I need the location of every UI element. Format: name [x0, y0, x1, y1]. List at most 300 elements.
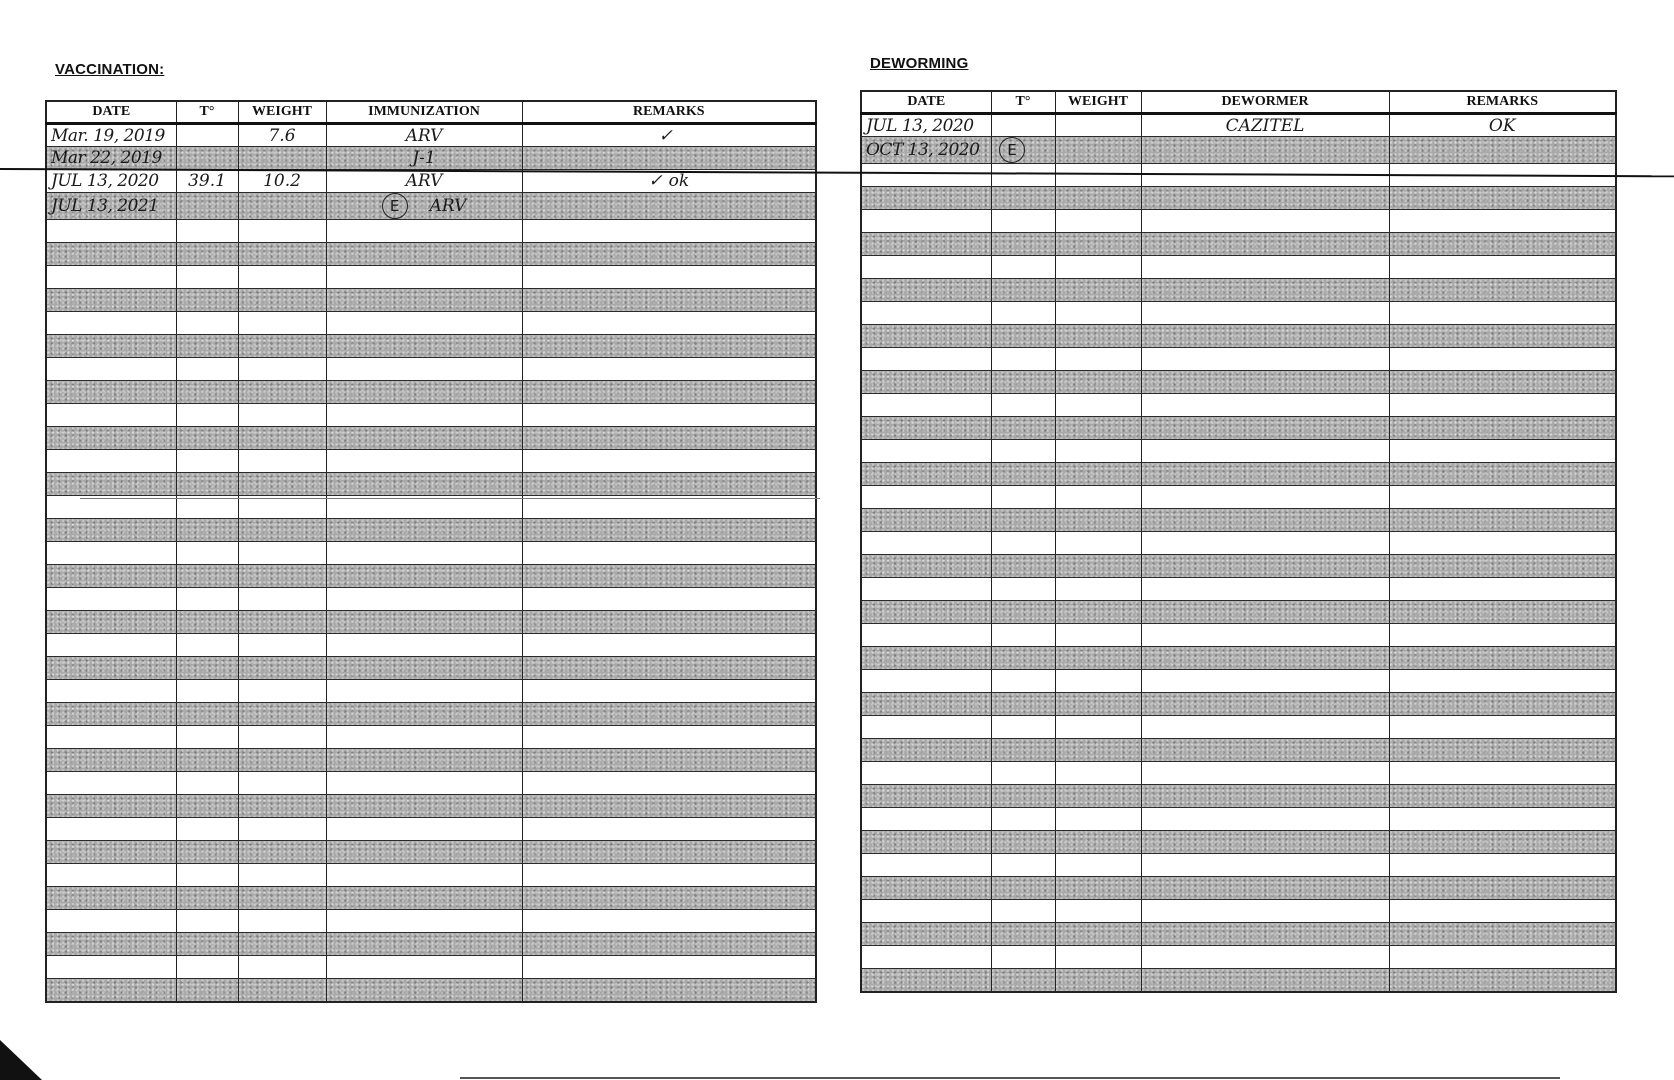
- deworming-cell-date: [861, 670, 991, 693]
- vaccination-row: [46, 519, 816, 542]
- deworming-title: DEWORMING: [870, 55, 969, 72]
- vaccination-cell-date: [46, 680, 176, 703]
- deworming-row: [861, 739, 1616, 762]
- vaccination-cell-temp: [176, 864, 238, 887]
- deworming-cell-dewormer: [1141, 233, 1389, 256]
- vaccination-cell-temp: [176, 170, 238, 193]
- deworming-cell-remarks: [1389, 785, 1616, 808]
- vaccination-cell-date: [46, 956, 176, 979]
- vaccination-cell-remarks: [522, 450, 816, 473]
- deworming-cell-date: [861, 877, 991, 900]
- deworming-cell-weight: [1055, 670, 1141, 693]
- deworming-cell-remarks: [1389, 325, 1616, 348]
- vaccination-cell-temp: [176, 193, 238, 220]
- deworming-body: [861, 114, 1616, 992]
- deworming-cell-dewormer: [1141, 114, 1389, 137]
- vaccination-cell-date: [46, 611, 176, 634]
- vaccination-cell-date: [46, 933, 176, 956]
- deworming-cell-weight: [1055, 923, 1141, 946]
- deworming-cell-temp: [991, 716, 1055, 739]
- deworming-cell-remarks: [1389, 555, 1616, 578]
- vaccination-cell-weight: [238, 404, 326, 427]
- vaccination-cell-remarks: [522, 956, 816, 979]
- vaccination-cell-date: [46, 818, 176, 841]
- deworming-row: [861, 808, 1616, 831]
- vaccination-row: [46, 933, 816, 956]
- deworming-cell-weight: [1055, 486, 1141, 509]
- vaccination-cell-immunization: [326, 404, 522, 427]
- deworming-cell-temp: [991, 647, 1055, 670]
- deworming-cell-remarks: [1389, 509, 1616, 532]
- vaccination-cell-date: [46, 266, 176, 289]
- vaccination-row: [46, 565, 816, 588]
- deworming-cell-weight: [1055, 463, 1141, 486]
- deworming-cell-date: [861, 417, 991, 440]
- vaccination-row: [46, 404, 816, 427]
- deworming-cell-temp: [991, 210, 1055, 233]
- deworming-cell-dewormer: [1141, 877, 1389, 900]
- vaccination-cell-weight: [238, 680, 326, 703]
- deworming-cell-dewormer: [1141, 693, 1389, 716]
- vaccination-cell-immunization: [326, 611, 522, 634]
- vaccination-cell-remarks: [522, 289, 816, 312]
- deworming-date-value: OCT 13, 2020: [866, 140, 980, 160]
- deworming-cell-date: [861, 693, 991, 716]
- deworming-cell-date: [861, 210, 991, 233]
- deworming-header-date: DATE: [861, 91, 991, 114]
- deworming-cell-remarks: [1389, 114, 1616, 137]
- vaccination-row: [46, 358, 816, 381]
- deworming-cell-weight: [1055, 762, 1141, 785]
- deworming-cell-weight: [1055, 233, 1141, 256]
- vaccination-cell-immunization: [326, 841, 522, 864]
- vaccination-cell-date: [46, 473, 176, 496]
- vaccination-cell-temp: [176, 519, 238, 542]
- deworming-cell-date: [861, 969, 991, 992]
- vaccination-immunization-value: ARV: [405, 171, 443, 191]
- deworming-cell-dewormer: [1141, 256, 1389, 279]
- deworming-cell-weight: [1055, 371, 1141, 394]
- vaccination-cell-immunization: [326, 266, 522, 289]
- vaccination-row: [46, 956, 816, 979]
- deworming-cell-date: [861, 509, 991, 532]
- deworming-cell-remarks: [1389, 532, 1616, 555]
- vaccination-cell-weight: [238, 289, 326, 312]
- deworming-cell-dewormer: [1141, 900, 1389, 923]
- deworming-cell-dewormer: [1141, 394, 1389, 417]
- deworming-cell-date: [861, 578, 991, 601]
- vaccination-cell-remarks: [522, 634, 816, 657]
- vaccination-cell-remarks: [522, 818, 816, 841]
- deworming-cell-weight: [1055, 210, 1141, 233]
- vaccination-row: [46, 542, 816, 565]
- vaccination-cell-temp: [176, 542, 238, 565]
- deworming-cell-date: [861, 114, 991, 137]
- vaccination-row: [46, 289, 816, 312]
- deworming-cell-temp: [991, 417, 1055, 440]
- deworming-cell-weight: [1055, 854, 1141, 877]
- vaccination-cell-date: [46, 193, 176, 220]
- vaccination-cell-immunization: [326, 887, 522, 910]
- vaccination-cell-date: [46, 124, 176, 147]
- vaccination-row: [46, 726, 816, 749]
- deworming-cell-remarks: [1389, 348, 1616, 371]
- deworming-row: [861, 578, 1616, 601]
- vaccination-row: [46, 588, 816, 611]
- vaccination-cell-immunization: [326, 588, 522, 611]
- vaccination-cell-remarks: [522, 611, 816, 634]
- vaccination-cell-remarks: [522, 381, 816, 404]
- vaccination-cell-weight: [238, 243, 326, 266]
- vaccination-table: [45, 100, 817, 1003]
- vaccination-cell-date: [46, 910, 176, 933]
- deworming-cell-remarks: [1389, 762, 1616, 785]
- deworming-cell-remarks: [1389, 137, 1616, 164]
- deworming-cell-weight: [1055, 831, 1141, 854]
- vaccination-cell-temp: [176, 312, 238, 335]
- deworming-cell-weight: [1055, 877, 1141, 900]
- deworming-cell-weight: [1055, 808, 1141, 831]
- vaccination-cell-temp: [176, 611, 238, 634]
- deworming-cell-date: [861, 785, 991, 808]
- vaccination-row: [46, 427, 816, 450]
- vaccination-cell-weight: [238, 312, 326, 335]
- vaccination-cell-temp: [176, 841, 238, 864]
- vaccination-cell-temp: [176, 910, 238, 933]
- vaccination-row: [46, 841, 816, 864]
- deworming-cell-weight: [1055, 114, 1141, 137]
- deworming-cell-date: [861, 371, 991, 394]
- vaccination-cell-immunization: [326, 473, 522, 496]
- deworming-cell-date: [861, 808, 991, 831]
- deworming-cell-remarks: [1389, 877, 1616, 900]
- deworming-cell-dewormer: [1141, 532, 1389, 555]
- vaccination-cell-weight: [238, 979, 326, 1002]
- deworming-cell-weight: [1055, 348, 1141, 371]
- vaccination-cell-date: [46, 170, 176, 193]
- vaccination-cell-remarks: [522, 124, 816, 147]
- deworming-cell-remarks: [1389, 946, 1616, 969]
- vaccination-cell-temp: [176, 726, 238, 749]
- vaccination-cell-date: [46, 657, 176, 680]
- vaccination-cell-weight: [238, 473, 326, 496]
- deworming-cell-dewormer: [1141, 210, 1389, 233]
- deworming-cell-temp: [991, 555, 1055, 578]
- vaccination-cell-remarks: [522, 358, 816, 381]
- deworming-cell-remarks: [1389, 739, 1616, 762]
- deworming-cell-weight: [1055, 509, 1141, 532]
- vaccination-cell-remarks: [522, 795, 816, 818]
- deworming-cell-weight: [1055, 647, 1141, 670]
- deworming-cell-temp: [991, 946, 1055, 969]
- vaccination-cell-temp: [176, 818, 238, 841]
- vaccination-immunization-value: ARV: [405, 125, 443, 146]
- deworming-row: [861, 233, 1616, 256]
- vaccination-row: [46, 979, 816, 1002]
- deworming-row: [861, 256, 1616, 279]
- deworming-cell-remarks: [1389, 486, 1616, 509]
- vaccination-cell-temp: [176, 979, 238, 1002]
- vaccination-cell-date: [46, 703, 176, 726]
- deworming-cell-dewormer: [1141, 739, 1389, 762]
- deworming-cell-temp: [991, 785, 1055, 808]
- vaccination-cell-temp: [176, 588, 238, 611]
- deworming-cell-date: [861, 302, 991, 325]
- vaccination-cell-temp: [176, 749, 238, 772]
- deworming-row: [861, 647, 1616, 670]
- vaccination-row: [46, 703, 816, 726]
- deworming-row: [861, 693, 1616, 716]
- check-mark-icon: ✓: [658, 125, 673, 146]
- vaccination-cell-date: [46, 243, 176, 266]
- deworming-row: [861, 371, 1616, 394]
- vaccination-cell-temp: [176, 956, 238, 979]
- deworming-cell-weight: [1055, 578, 1141, 601]
- vaccination-immunization-value: ARV: [429, 196, 467, 216]
- vaccination-cell-remarks: [522, 473, 816, 496]
- vaccination-cell-temp: [176, 358, 238, 381]
- deworming-cell-date: [861, 831, 991, 854]
- deworming-row: [861, 854, 1616, 877]
- vaccination-cell-date: [46, 979, 176, 1002]
- deworming-cell-date: [861, 279, 991, 302]
- vaccination-cell-temp: [176, 381, 238, 404]
- deworming-cell-dewormer: [1141, 371, 1389, 394]
- deworming-header-remarks: REMARKS: [1389, 91, 1616, 114]
- deworming-cell-date: [861, 854, 991, 877]
- vaccination-row: [46, 611, 816, 634]
- page-bottom-edge: [460, 1077, 1560, 1079]
- vaccination-cell-weight: [238, 124, 326, 147]
- vaccination-row: [46, 749, 816, 772]
- vaccination-row: [46, 124, 816, 147]
- vaccination-cell-immunization: [326, 220, 522, 243]
- deworming-row: [861, 946, 1616, 969]
- vaccination-row: [46, 657, 816, 680]
- deworming-cell-dewormer: [1141, 348, 1389, 371]
- deworming-row: [861, 555, 1616, 578]
- vaccination-cell-remarks: [522, 772, 816, 795]
- vaccination-cell-date: [46, 427, 176, 450]
- deworming-remarks-value: OK: [1488, 115, 1516, 136]
- deworming-cell-dewormer: [1141, 325, 1389, 348]
- deworming-row: [861, 187, 1616, 210]
- vaccination-row: [46, 193, 816, 220]
- deworming-header-dewormer: DEWORMER: [1141, 91, 1389, 114]
- deworming-circled-mark: E: [999, 137, 1025, 163]
- vaccination-row: [46, 634, 816, 657]
- deworming-cell-weight: [1055, 164, 1141, 187]
- deworming-cell-remarks: [1389, 601, 1616, 624]
- vaccination-cell-date: [46, 588, 176, 611]
- vaccination-cell-immunization: [326, 335, 522, 358]
- deworming-row: [861, 114, 1616, 137]
- vaccination-cell-temp: [176, 450, 238, 473]
- vaccination-cell-temp: [176, 772, 238, 795]
- vaccination-cell-weight: [238, 611, 326, 634]
- deworming-cell-weight: [1055, 440, 1141, 463]
- deworming-cell-temp: [991, 302, 1055, 325]
- deworming-cell-temp: [991, 233, 1055, 256]
- vaccination-date-value: Mar. 19, 2019: [51, 125, 165, 146]
- vaccination-cell-remarks: [522, 404, 816, 427]
- deworming-cell-dewormer: [1141, 716, 1389, 739]
- deworming-cell-dewormer: [1141, 923, 1389, 946]
- deworming-cell-date: [861, 624, 991, 647]
- deworming-cell-date: [861, 601, 991, 624]
- vaccination-cell-remarks: [522, 243, 816, 266]
- vaccination-cell-date: [46, 335, 176, 358]
- deworming-cell-temp: [991, 114, 1055, 137]
- vaccination-cell-weight: [238, 565, 326, 588]
- deworming-cell-temp: [991, 279, 1055, 302]
- deworming-cell-remarks: [1389, 578, 1616, 601]
- deworming-cell-temp: [991, 164, 1055, 187]
- vaccination-cell-remarks: [522, 933, 816, 956]
- deworming-cell-weight: [1055, 624, 1141, 647]
- vaccination-cell-temp: [176, 933, 238, 956]
- deworming-cell-remarks: [1389, 302, 1616, 325]
- deworming-cell-dewormer: [1141, 578, 1389, 601]
- vaccination-body: [46, 124, 816, 1002]
- vaccination-cell-date: [46, 312, 176, 335]
- vaccination-cell-remarks: [522, 910, 816, 933]
- vaccination-cell-temp: [176, 243, 238, 266]
- deworming-cell-temp: [991, 969, 1055, 992]
- vaccination-date-value: Mar 22, 2019: [51, 148, 162, 168]
- vaccination-cell-immunization: [326, 749, 522, 772]
- vaccination-cell-date: [46, 772, 176, 795]
- vaccination-cell-remarks: [522, 979, 816, 1002]
- vaccination-cell-weight: [238, 588, 326, 611]
- vaccination-cell-weight: [238, 542, 326, 565]
- deworming-row: [861, 624, 1616, 647]
- vaccination-cell-weight: [238, 193, 326, 220]
- deworming-cell-remarks: [1389, 716, 1616, 739]
- vaccination-cell-temp: [176, 289, 238, 312]
- deworming-cell-remarks: [1389, 693, 1616, 716]
- deworming-header-temp: T°: [991, 91, 1055, 114]
- deworming-cell-date: [861, 256, 991, 279]
- vaccination-cell-remarks: [522, 266, 816, 289]
- vaccination-cell-date: [46, 289, 176, 312]
- deworming-table: [860, 90, 1617, 993]
- deworming-cell-temp: [991, 371, 1055, 394]
- vaccination-temp-value: 39.1: [188, 171, 226, 191]
- deworming-cell-date: [861, 647, 991, 670]
- vaccination-cell-date: [46, 450, 176, 473]
- vaccination-cell-immunization: [326, 634, 522, 657]
- vaccination-weight-value: 10.2: [263, 171, 301, 191]
- vaccination-cell-immunization: [326, 243, 522, 266]
- deworming-cell-date: [861, 900, 991, 923]
- deworming-row: [861, 486, 1616, 509]
- vaccination-cell-remarks: [522, 220, 816, 243]
- deworming-cell-dewormer: [1141, 555, 1389, 578]
- vaccination-cell-immunization: [326, 979, 522, 1002]
- vaccination-header-date: DATE: [46, 101, 176, 124]
- vaccination-date-value: JUL 13, 2020: [51, 171, 159, 191]
- vaccination-cell-weight: [238, 887, 326, 910]
- vaccination-cell-remarks: [522, 841, 816, 864]
- vaccination-cell-temp: [176, 404, 238, 427]
- vaccination-date-value: JUL 13, 2021: [51, 196, 159, 216]
- deworming-cell-weight: [1055, 601, 1141, 624]
- deworming-row: [861, 348, 1616, 371]
- deworming-date-value: JUL 13, 2020: [866, 115, 974, 136]
- deworming-cell-weight: [1055, 716, 1141, 739]
- vaccination-cell-remarks: [522, 657, 816, 680]
- vaccination-cell-date: [46, 147, 176, 170]
- vaccination-cell-weight: [238, 657, 326, 680]
- vaccination-cell-immunization: [326, 147, 522, 170]
- deworming-cell-temp: [991, 854, 1055, 877]
- deworming-cell-temp: [991, 693, 1055, 716]
- deworming-cell-dewormer: [1141, 463, 1389, 486]
- deworming-cell-temp: [991, 486, 1055, 509]
- vaccination-cell-immunization: [326, 170, 522, 193]
- deworming-cell-temp: [991, 670, 1055, 693]
- deworming-cell-date: [861, 394, 991, 417]
- vaccination-weight-value: 7.6: [268, 125, 296, 146]
- vaccination-cell-remarks: [522, 680, 816, 703]
- vaccination-cell-immunization: [326, 519, 522, 542]
- vaccination-cell-weight: [238, 381, 326, 404]
- deworming-cell-temp: [991, 877, 1055, 900]
- deworming-cell-dewormer: [1141, 601, 1389, 624]
- deworming-cell-temp: [991, 348, 1055, 371]
- deworming-cell-remarks: [1389, 440, 1616, 463]
- vaccination-cell-immunization: [326, 795, 522, 818]
- deworming-cell-date: [861, 233, 991, 256]
- deworming-row: [861, 877, 1616, 900]
- vaccination-cell-remarks: [522, 703, 816, 726]
- deworming-cell-remarks: [1389, 854, 1616, 877]
- deworming-cell-dewormer: [1141, 137, 1389, 164]
- deworming-cell-remarks: [1389, 808, 1616, 831]
- vaccination-cell-immunization: [326, 956, 522, 979]
- deworming-cell-dewormer: [1141, 831, 1389, 854]
- deworming-cell-date: [861, 923, 991, 946]
- deworming-row: [861, 325, 1616, 348]
- deworming-cell-temp: [991, 325, 1055, 348]
- deworming-cell-remarks: [1389, 900, 1616, 923]
- deworming-cell-dewormer: [1141, 417, 1389, 440]
- deworming-cell-temp: [991, 808, 1055, 831]
- deworming-cell-weight: [1055, 946, 1141, 969]
- deworming-row: [861, 463, 1616, 486]
- deworming-header-weight: WEIGHT: [1055, 91, 1141, 114]
- deworming-row: [861, 509, 1616, 532]
- vaccination-cell-temp: [176, 657, 238, 680]
- vaccination-cell-temp: [176, 266, 238, 289]
- deworming-cell-dewormer: [1141, 279, 1389, 302]
- vaccination-cell-immunization: [326, 565, 522, 588]
- deworming-cell-remarks: [1389, 233, 1616, 256]
- deworming-cell-remarks: [1389, 256, 1616, 279]
- vaccination-cell-weight: [238, 427, 326, 450]
- vaccination-row: [46, 772, 816, 795]
- vaccination-cell-remarks: [522, 193, 816, 220]
- deworming-cell-dewormer: [1141, 969, 1389, 992]
- deworming-cell-temp: [991, 187, 1055, 210]
- deworming-cell-date: [861, 762, 991, 785]
- vaccination-cell-remarks: [522, 749, 816, 772]
- check-mark-icon: ✓: [648, 171, 663, 191]
- vaccination-cell-date: [46, 358, 176, 381]
- vaccination-cell-remarks: [522, 147, 816, 170]
- vaccination-cell-temp: [176, 703, 238, 726]
